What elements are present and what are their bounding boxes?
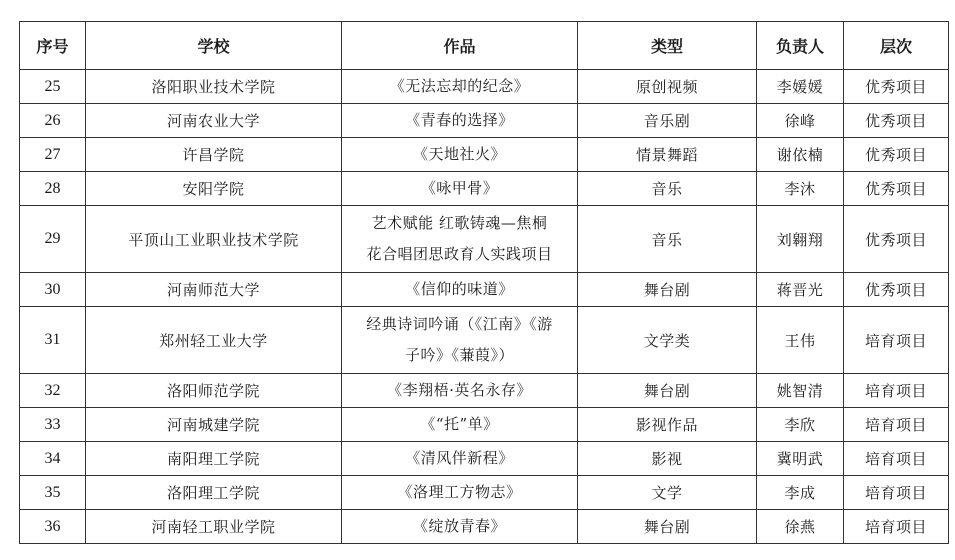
cell-work-line: 花合唱团思政育人实践项目 <box>366 245 553 263</box>
cell-work <box>342 206 578 273</box>
cell-work <box>342 510 578 544</box>
cell-leader: 冀明武 <box>757 442 844 476</box>
cell-no: 30 <box>20 273 86 307</box>
cell-level: 优秀项目 <box>844 138 949 172</box>
cell-school: 河南轻工职业学院 <box>86 510 342 544</box>
cell-type: 影视作品 <box>578 408 757 442</box>
cell-type: 舞台剧 <box>578 374 757 408</box>
cell-no: 28 <box>20 172 86 206</box>
cell-work-line: 《天地社火》 <box>412 145 506 163</box>
cell-school: 河南农业大学 <box>86 104 342 138</box>
cell-no: 34 <box>20 442 86 476</box>
header-row <box>20 22 949 70</box>
cell-level: 优秀项目 <box>844 70 949 104</box>
cell-type: 原创视频 <box>578 70 757 104</box>
cell-leader: 李成 <box>757 476 844 510</box>
cell-work-line: 艺术赋能 红歌铸魂—焦桐 <box>371 214 548 232</box>
cell-level: 优秀项目 <box>844 206 949 273</box>
cell-work-line: 《绽放青春》 <box>412 517 506 535</box>
cell-school: 河南师范大学 <box>86 273 342 307</box>
table-row <box>20 172 949 206</box>
cell-leader: 刘翱翔 <box>757 206 844 273</box>
cell-type: 舞台剧 <box>578 273 757 307</box>
cell-work <box>342 70 578 104</box>
cell-school: 郑州轻工业大学 <box>86 307 342 374</box>
cell-school: 平顶山工业职业技术学院 <box>86 206 342 273</box>
table-row <box>20 206 949 273</box>
cell-type: 文学 <box>578 476 757 510</box>
cell-no: 26 <box>20 104 86 138</box>
table-row <box>20 408 949 442</box>
cell-work-line: 《无法忘却的纪念》 <box>389 77 530 95</box>
table-row <box>20 70 949 104</box>
cell-school: 洛阳理工学院 <box>86 476 342 510</box>
cell-type: 音乐剧 <box>578 104 757 138</box>
cell-work-line: 《洛理工方物志》 <box>397 483 522 501</box>
cell-level: 培育项目 <box>844 476 949 510</box>
cell-type: 情景舞蹈 <box>578 138 757 172</box>
header-work: 作品 <box>342 22 578 70</box>
cell-school: 安阳学院 <box>86 172 342 206</box>
cell-leader: 姚智清 <box>757 374 844 408</box>
cell-work-line: 《清风伴新程》 <box>405 449 514 467</box>
cell-work-line: 《“托”单》 <box>420 415 499 433</box>
cell-no: 36 <box>20 510 86 544</box>
cell-level: 培育项目 <box>844 408 949 442</box>
header-school: 学校 <box>86 22 342 70</box>
cell-work-line: 经典诗词吟诵（《江南》《游 <box>366 315 553 333</box>
cell-school: 洛阳职业技术学院 <box>86 70 342 104</box>
table-row <box>20 442 949 476</box>
cell-leader: 李沐 <box>757 172 844 206</box>
cell-work <box>342 374 578 408</box>
cell-no: 25 <box>20 70 86 104</box>
cell-no: 33 <box>20 408 86 442</box>
cell-leader: 李欣 <box>757 408 844 442</box>
cell-leader: 王伟 <box>757 307 844 374</box>
cell-work <box>342 104 578 138</box>
header-no: 序号 <box>20 22 86 70</box>
table-row <box>20 374 949 408</box>
cell-type: 音乐 <box>578 172 757 206</box>
header-type: 类型 <box>578 22 757 70</box>
cell-level: 优秀项目 <box>844 104 949 138</box>
cell-work-line: 子吟》《蒹葭》） <box>404 346 514 364</box>
cell-type: 影视 <box>578 442 757 476</box>
cell-school: 洛阳师范学院 <box>86 374 342 408</box>
cell-work-line: 《咏甲骨》 <box>420 179 499 197</box>
cell-level: 培育项目 <box>844 510 949 544</box>
cell-work-line: 《青春的选择》 <box>405 111 514 129</box>
cell-school: 许昌学院 <box>86 138 342 172</box>
cell-level: 培育项目 <box>844 442 949 476</box>
cell-no: 35 <box>20 476 86 510</box>
cell-school: 南阳理工学院 <box>86 442 342 476</box>
table-row <box>20 476 949 510</box>
cell-leader: 徐燕 <box>757 510 844 544</box>
cell-level: 培育项目 <box>844 374 949 408</box>
cell-no: 32 <box>20 374 86 408</box>
table-row <box>20 510 949 544</box>
cell-work-line: 《李翔梧·英名永存》 <box>387 381 532 399</box>
cell-school: 河南城建学院 <box>86 408 342 442</box>
cell-leader: 谢依楠 <box>757 138 844 172</box>
table-body <box>20 70 949 544</box>
table-row <box>20 307 949 374</box>
cell-work <box>342 408 578 442</box>
cell-leader: 蒋晋光 <box>757 273 844 307</box>
cell-leader: 李媛媛 <box>757 70 844 104</box>
cell-work <box>342 476 578 510</box>
cell-level: 培育项目 <box>844 307 949 374</box>
cell-level: 优秀项目 <box>844 172 949 206</box>
cell-type: 舞台剧 <box>578 510 757 544</box>
cell-leader: 徐峰 <box>757 104 844 138</box>
cell-work <box>342 307 578 374</box>
cell-type: 文学类 <box>578 307 757 374</box>
cell-no: 31 <box>20 307 86 374</box>
cell-work <box>342 273 578 307</box>
header-leader: 负责人 <box>757 22 844 70</box>
table-row <box>20 104 949 138</box>
table-row <box>20 273 949 307</box>
cell-level: 优秀项目 <box>844 273 949 307</box>
cell-no: 27 <box>20 138 86 172</box>
header-level: 层次 <box>844 22 949 70</box>
project-table <box>19 21 949 544</box>
cell-no: 29 <box>20 206 86 273</box>
cell-work <box>342 138 578 172</box>
cell-type: 音乐 <box>578 206 757 273</box>
cell-work-line: 《信仰的味道》 <box>405 280 514 298</box>
table-row <box>20 138 949 172</box>
cell-work <box>342 172 578 206</box>
cell-work <box>342 442 578 476</box>
